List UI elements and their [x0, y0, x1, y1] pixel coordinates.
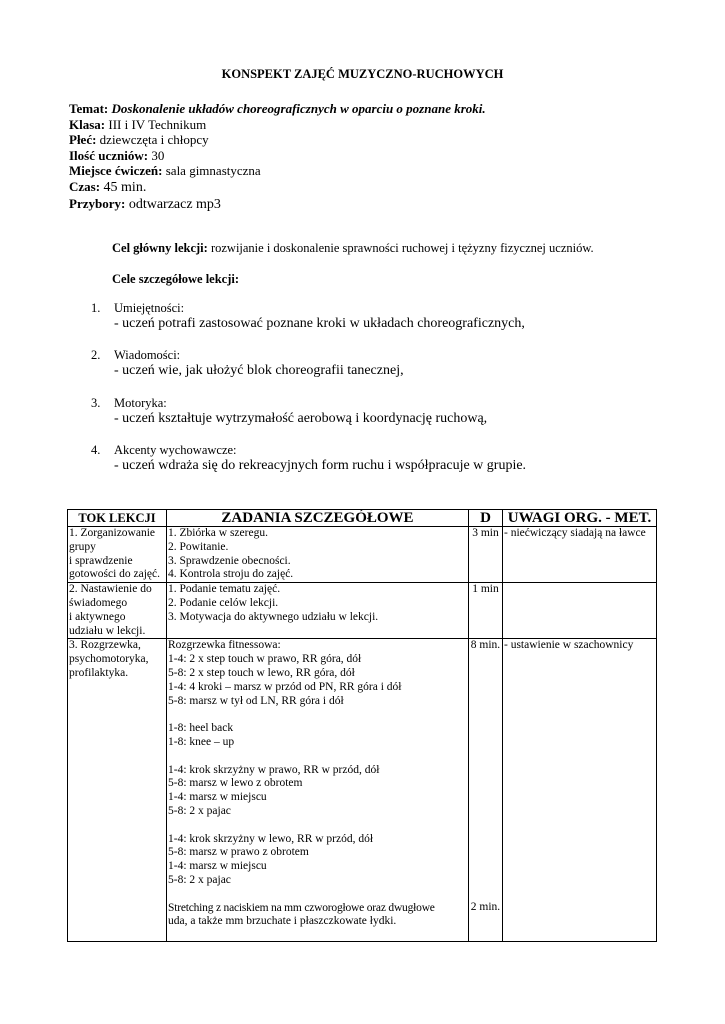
specific-goals-heading: Cele szczegółowe lekcji:	[112, 272, 240, 286]
main-goal: Cel główny lekcji: rozwijanie i doskonalenie sprawności ruchowej i tężyzny fizycznej uczniów.	[112, 241, 594, 255]
stage-cell: 1. Zorganizowanie grupy i sprawdzenie gotowości do zajęć.	[68, 527, 167, 583]
notes-cell: - ustawienie w szachownicy	[503, 639, 657, 942]
table-row	[68, 583, 657, 639]
table-row	[68, 527, 657, 583]
stretching-duration: 2 min.	[470, 901, 501, 914]
stage-cell: 2. Nastawienie do świadomego i aktywnego udziału w lekcji.	[68, 583, 167, 639]
header-duration: D	[469, 510, 503, 527]
duration-cell: 8 min. 2 min.	[469, 639, 503, 942]
duration-cell: 1 min	[469, 583, 503, 639]
duration-cell: 3 min	[469, 527, 503, 583]
stage-cell: 3. Rozgrzewka, psychomotoryka, profilaktyka.	[68, 639, 167, 942]
header-notes: UWAGI ORG. - MET.	[503, 510, 657, 527]
page-title: KONSPEKT ZAJĘĆ MUZYCZNO-RUCHOWYCH	[221, 67, 504, 81]
header-stage: TOK LEKCJI	[68, 510, 167, 527]
table-header-row	[68, 510, 657, 527]
lesson-plan-table	[67, 509, 657, 942]
meta-place: Miejsce ćwiczeń: sala gimnastyczna	[69, 163, 261, 179]
tasks-cell: Rozgrzewka fitnessowa: 1-4: 2 x step touch w prawo, RR góra, dół 5-8: 2 x step touch w lewo, RR góra, dół 1-4: 4 kroki – marsz w przód od PN, RR góra i dół 5-8: marsz w tył od LN, RR góra i dół 1-8: heel back 1-8: knee – up 1-4: krok skrzyżny w prawo, RR w przód, dół 5-8: marsz w lewo z obrotem 1-4: marsz w miejscu 5-8: 2 x pajac 1-4: krok skrzyżny w lewo, RR w przód, dół 5-8: marsz w prawo z obrotem 1-4: marsz w miejscu 5-8: 2 x pajac Stretching z naciskiem na mm czworogłowe oraz dwugłowe uda, a także mm brzuchate i płaszczkowate łydki.	[167, 639, 469, 942]
tasks-cell: 1. Podanie tematu zajęć. 2. Podanie celów lekcji. 3. Motywacja do aktywnego udziału w lekcji.	[167, 583, 469, 639]
meta-gender: Płeć: dziewczęta i chłopcy	[69, 132, 209, 148]
meta-class: Klasa: III i IV Technikum	[69, 116, 207, 132]
table-row	[68, 639, 657, 942]
meta-students: Ilość uczniów: 30	[69, 147, 165, 163]
meta-topic: Temat: Doskonalenie układów choreograficznych w oparciu o poznane kroki.	[69, 101, 486, 116]
meta-equipment: Przybory: odtwarzacz mp3	[69, 195, 221, 212]
notes-cell: - niećwiczący siadają na ławce	[503, 527, 657, 583]
notes-cell	[503, 583, 657, 639]
lesson-metadata	[69, 101, 486, 212]
meta-time: Czas: 45 min.	[69, 178, 147, 195]
header-tasks: ZADANIA SZCZEGÓŁOWE	[167, 510, 469, 527]
tasks-cell: 1. Zbiórka w szeregu. 2. Powitanie. 3. Sprawdzenie obecności. 4. Kontrola stroju do zajęć.	[167, 527, 469, 583]
